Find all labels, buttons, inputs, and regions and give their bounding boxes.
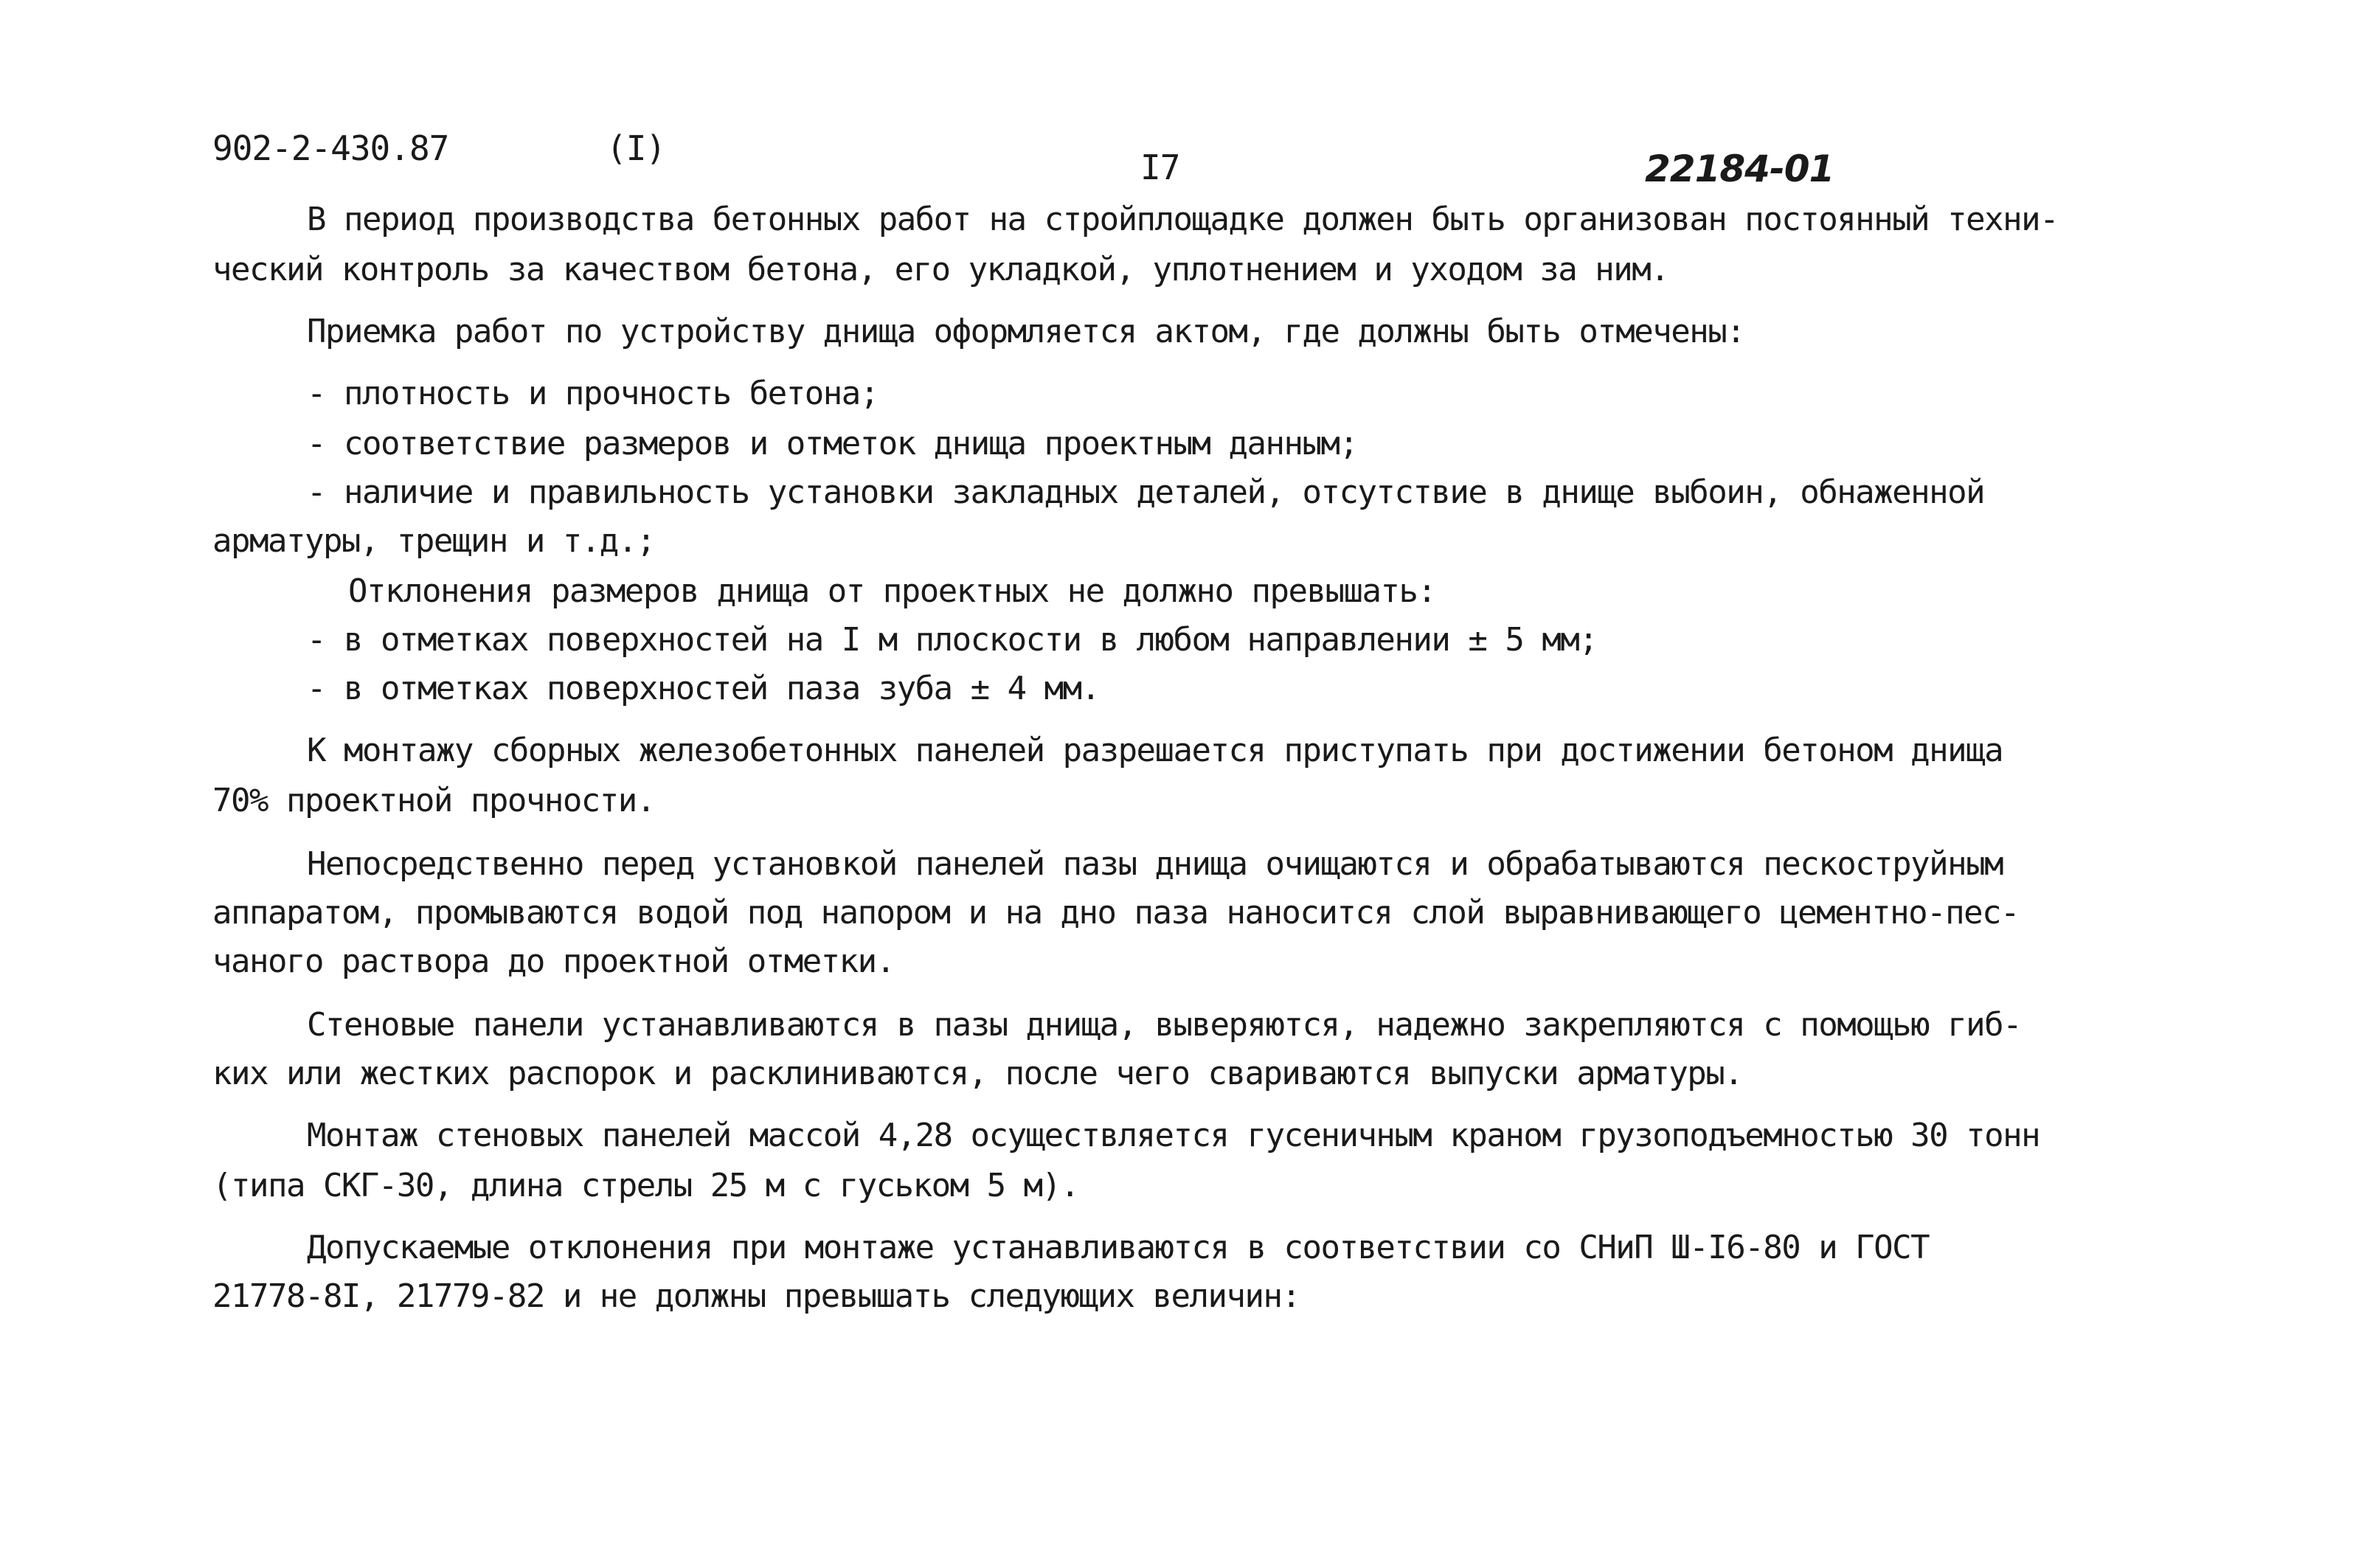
- volume-number: (I): [606, 128, 666, 168]
- text-line: ческий контроль за качеством бетона, его укладкой, уплотнением и уходом за ним.: [212, 251, 1669, 288]
- text-line: Монтаж стеновых панелей массой 4,28 осуществляется гусеничным краном грузоподъемностью 30 тонн: [307, 1117, 2040, 1154]
- list-item: - в отметках поверхностей паза зуба ± 4 мм.: [307, 670, 1100, 707]
- page-number: I7: [1140, 148, 1180, 187]
- sheet-code: 22184-01: [1645, 148, 1834, 190]
- text-line: аппаратом, промываются водой под напором и на дно паза наносится слой выравнивающего цементно-пес-: [212, 894, 2020, 932]
- list-item: - наличие и правильность установки закладных деталей, отсутствие в днище выбоин, обнаженной: [307, 473, 1985, 511]
- text-line: К монтажу сборных железобетонных панелей разрешается приступать при достижении бетоном днища: [307, 732, 2003, 769]
- text-line: 70% проектной прочности.: [212, 782, 655, 819]
- text-line: Приемка работ по устройству днища оформляется актом, где должны быть отмечены:: [307, 313, 1745, 350]
- text-line: Непосредственно перед установкой панелей пазы днища очищаются и обрабатываются пескоструйным: [307, 845, 2003, 883]
- text-line: Допускаемые отклонения при монтаже устанавливаются в соответствии со СНиП Ш-I6-80 и ГОСТ: [307, 1229, 1930, 1266]
- text-line: В период производства бетонных работ на стройплощадке должен быть организован постоянный техни-: [307, 201, 2059, 238]
- list-item: - в отметках поверхностей на I м плоскости в любом направлении ± 5 мм;: [307, 621, 1598, 659]
- text-line: чаного раствора до проектной отметки.: [212, 943, 895, 980]
- text-line: арматуры, трещин и т.д.;: [212, 522, 655, 560]
- text-line: 21778-8I, 21779-82 и не должны превышать следующих величин:: [212, 1277, 1300, 1315]
- text-line: (типа СКГ-30, длина стрелы 25 м с гуськом 5 м).: [212, 1167, 1079, 1204]
- text-line: Отклонения размеров днища от проектных не должно превышать:: [348, 572, 1436, 610]
- doc-code: 902-2-430.87: [212, 128, 449, 168]
- list-item: - соответствие размеров и отметок днища проектным данным;: [307, 425, 1358, 462]
- text-line: Стеновые панели устанавливаются в пазы днища, выверяются, надежно закрепляются с помощью гиб-: [307, 1006, 2022, 1044]
- text-line: ких или жестких распорок и расклиниваются, после чего свариваются выпуски арматуры.: [212, 1055, 1743, 1092]
- list-item: - плотность и прочность бетона;: [307, 375, 879, 412]
